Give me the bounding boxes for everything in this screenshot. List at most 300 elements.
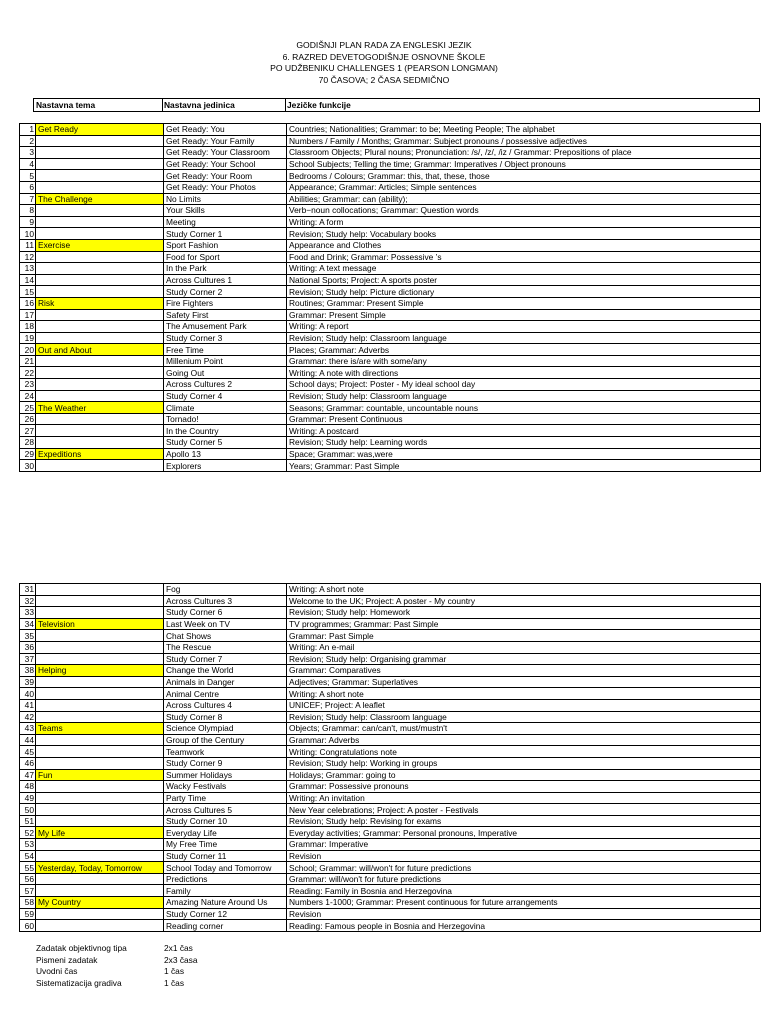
unit-cell: My Free Time (164, 839, 287, 851)
lesson-number-cell: 51 (20, 815, 36, 827)
unit-cell: Study Corner 6 (164, 607, 287, 619)
unit-cell: Summer Holidays (164, 769, 287, 781)
lesson-number-cell: 25 (20, 402, 36, 414)
functions-cell: Writing: A report (287, 321, 761, 333)
topic-cell (36, 815, 164, 827)
lesson-number-cell: 7 (20, 193, 36, 205)
functions-cell: UNICEF; Project: A leaflet (287, 699, 761, 711)
functions-cell: Adjectives; Grammar: Superlatives (287, 676, 761, 688)
topic-cell (36, 413, 164, 425)
functions-cell: Grammar: Present Continuous (287, 413, 761, 425)
lesson-number-cell: 43 (20, 723, 36, 735)
functions-cell: Writing: A short note (287, 688, 761, 700)
unit-cell: Climate (164, 402, 287, 414)
topic-cell (36, 630, 164, 642)
lesson-number-cell: 22 (20, 367, 36, 379)
functions-cell: Revision; Study help: Classroom language (287, 332, 761, 344)
lesson-number-cell: 38 (20, 665, 36, 677)
table-row (20, 792, 761, 804)
table-row (20, 135, 761, 147)
footer-value: 1 čas (164, 966, 185, 976)
table-row (20, 390, 761, 402)
topic-cell (36, 676, 164, 688)
lesson-number-cell: 11 (20, 239, 36, 251)
lesson-number-cell: 3 (20, 147, 36, 159)
topic-cell (36, 757, 164, 769)
table-row (20, 688, 761, 700)
topic-cell (36, 653, 164, 665)
functions-cell: Numbers / Family / Months; Grammar: Subject pronouns / possessive adjectives (287, 135, 761, 147)
table-row (20, 425, 761, 437)
functions-cell: Space; Grammar: was,were (287, 448, 761, 460)
table-row (20, 897, 761, 909)
table-row (20, 355, 761, 367)
topic-cell: Yesterday, Today, Tomorrow (36, 862, 164, 874)
functions-cell: Objects; Grammar: can/can't, must/mustn't (287, 723, 761, 735)
topic-cell (36, 205, 164, 217)
footer-row (36, 943, 198, 955)
topic-cell (36, 332, 164, 344)
table-row (20, 699, 761, 711)
functions-cell: Grammar: Present Simple (287, 309, 761, 321)
functions-cell: Grammar: Adverbs (287, 734, 761, 746)
unit-cell: Everyday Life (164, 827, 287, 839)
unit-cell: Explorers (164, 460, 287, 472)
lesson-number-cell: 27 (20, 425, 36, 437)
lesson-number-cell: 12 (20, 251, 36, 263)
unit-cell: Get Ready: Your Room (164, 170, 287, 182)
topic-cell: My Country (36, 897, 164, 909)
lesson-number-cell: 26 (20, 413, 36, 425)
lesson-number-cell: 1 (20, 124, 36, 136)
unit-cell: Study Corner 1 (164, 228, 287, 240)
functions-cell: Revision (287, 850, 761, 862)
table-row (20, 263, 761, 275)
unit-cell: Get Ready: Your Classroom (164, 147, 287, 159)
table-row (20, 332, 761, 344)
lesson-number-cell: 30 (20, 460, 36, 472)
topic-cell (36, 367, 164, 379)
table-row (20, 286, 761, 298)
unit-cell: In the Country (164, 425, 287, 437)
functions-cell: Revision; Study help: Learning words (287, 437, 761, 449)
functions-cell: Food and Drink; Grammar: Possessive ’s (287, 251, 761, 263)
table-row (20, 630, 761, 642)
lesson-number-cell: 42 (20, 711, 36, 723)
table-row (20, 448, 761, 460)
topic-cell (36, 746, 164, 758)
table-row (20, 158, 761, 170)
topic-cell (36, 839, 164, 851)
functions-cell: Writing: A note with directions (287, 367, 761, 379)
table-row (20, 850, 761, 862)
unit-cell: Animals in Danger (164, 676, 287, 688)
topic-cell (36, 135, 164, 147)
topic-cell: Fun (36, 769, 164, 781)
functions-cell: Revision; Study help: Revising for exams (287, 815, 761, 827)
table-row (20, 147, 761, 159)
unit-cell: Science Olympiad (164, 723, 287, 735)
functions-cell: Welcome to the UK; Project: A poster - My country (287, 595, 761, 607)
unit-cell: Fog (164, 584, 287, 596)
table-row (20, 297, 761, 309)
table-row (20, 862, 761, 874)
lesson-number-cell: 41 (20, 699, 36, 711)
functions-cell: Appearance and Clothes (287, 239, 761, 251)
table-row (20, 216, 761, 228)
topic-cell (36, 792, 164, 804)
topic-cell (36, 607, 164, 619)
functions-cell: Grammar: there is/are with some/any (287, 355, 761, 367)
lesson-number-cell: 31 (20, 584, 36, 596)
table-row (20, 839, 761, 851)
footer-value: 1 čas (164, 977, 185, 988)
unit-cell: Going Out (164, 367, 287, 379)
lesson-number-cell: 9 (20, 216, 36, 228)
table-row (20, 781, 761, 793)
functions-cell: Revision; Study help: Vocabulary books (287, 228, 761, 240)
table-row (20, 815, 761, 827)
unit-cell: Fire Fighters (164, 297, 287, 309)
unit-cell: Group of the Century (164, 734, 287, 746)
lesson-number-cell: 20 (20, 344, 36, 356)
functions-cell: Verb−noun collocations; Grammar: Question words (287, 205, 761, 217)
topic-cell: Expeditions (36, 448, 164, 460)
unit-cell: Get Ready: Your Photos (164, 181, 287, 193)
functions-cell: New Year celebrations; Project: A poster - Festivals (287, 804, 761, 816)
unit-cell: Meeting (164, 216, 287, 228)
table-row (20, 665, 761, 677)
footer-row (36, 955, 198, 967)
topic-cell: Exercise (36, 239, 164, 251)
table-row (20, 344, 761, 356)
table-row (20, 746, 761, 758)
topic-cell (36, 355, 164, 367)
lesson-number-cell: 48 (20, 781, 36, 793)
functions-cell: Grammar: Imperative (287, 839, 761, 851)
topic-cell: The Weather (36, 402, 164, 414)
footer-label: Zadatak objektivnog tipa (36, 943, 127, 953)
functions-cell: Years; Grammar: Past Simple (287, 460, 761, 472)
topic-cell (36, 437, 164, 449)
footer-value: 2x3 časa (164, 954, 198, 965)
functions-cell: National Sports; Project: A sports poster (287, 274, 761, 286)
topic-cell (36, 699, 164, 711)
table-row (20, 827, 761, 839)
unit-cell: School Today and Tomorrow (164, 862, 287, 874)
topic-cell: Risk (36, 297, 164, 309)
unit-cell: Across Cultures 1 (164, 274, 287, 286)
table-row (20, 607, 761, 619)
lesson-number-cell: 40 (20, 688, 36, 700)
topic-cell (36, 274, 164, 286)
functions-cell: Writing: Congratulations note (287, 746, 761, 758)
lesson-number-cell: 35 (20, 630, 36, 642)
topic-cell (36, 734, 164, 746)
footer-value: 2x1 čas (164, 943, 193, 953)
topic-cell (36, 850, 164, 862)
functions-cell: School days; Project: Poster - My ideal school day (287, 379, 761, 391)
footer-notes (36, 943, 198, 989)
table-row (20, 711, 761, 723)
functions-cell: Writing: A form (287, 216, 761, 228)
lesson-number-cell: 24 (20, 390, 36, 402)
title-line: PO UDŽBENIKU CHALLENGES 1 (PEARSON LONGMAN) (270, 63, 498, 73)
unit-cell: Reading corner (164, 920, 287, 932)
functions-cell: School Subjects; Telling the time; Grammar: Imperatives / Object pronouns (287, 158, 761, 170)
lesson-number-cell: 45 (20, 746, 36, 758)
table-row (20, 804, 761, 816)
table-row (20, 723, 761, 735)
plan-table-second (19, 583, 761, 932)
functions-cell: Holidays; Grammar: going to (287, 769, 761, 781)
lesson-number-cell: 52 (20, 827, 36, 839)
table-row (20, 460, 761, 472)
table-row (20, 873, 761, 885)
lesson-number-cell: 17 (20, 309, 36, 321)
table-row (20, 170, 761, 182)
unit-cell: Predictions (164, 873, 287, 885)
lesson-number-cell: 54 (20, 850, 36, 862)
topic-cell (36, 321, 164, 333)
table-row (20, 205, 761, 217)
document-title (0, 40, 768, 86)
table-row (20, 641, 761, 653)
table-row (20, 367, 761, 379)
functions-cell: Writing: An e-mail (287, 641, 761, 653)
unit-cell: Across Cultures 4 (164, 699, 287, 711)
title-line: GODIŠNJI PLAN RADA ZA ENGLESKI JEZIK (296, 40, 472, 50)
unit-cell: Study Corner 4 (164, 390, 287, 402)
lesson-number-cell: 14 (20, 274, 36, 286)
unit-cell: No Limits (164, 193, 287, 205)
lesson-number-cell: 39 (20, 676, 36, 688)
topic-cell (36, 286, 164, 298)
lesson-number-cell: 2 (20, 135, 36, 147)
functions-cell: Reading: Family in Bosnia and Herzegovina (287, 885, 761, 897)
lesson-number-cell: 56 (20, 873, 36, 885)
title-line: 70 ČASOVA; 2 ČASA SEDMIČNO (318, 74, 450, 85)
table-row (20, 885, 761, 897)
unit-cell: Across Cultures 2 (164, 379, 287, 391)
lesson-number-cell: 57 (20, 885, 36, 897)
topic-cell (36, 711, 164, 723)
unit-cell: Get Ready: Your School (164, 158, 287, 170)
functions-cell: Routines; Grammar: Present Simple (287, 297, 761, 309)
unit-cell: Change the World (164, 665, 287, 677)
lesson-number-cell: 59 (20, 908, 36, 920)
unit-cell: Animal Centre (164, 688, 287, 700)
footer-label: Sistematizacija gradiva (36, 977, 122, 988)
functions-cell: Grammar: Comparatives (287, 665, 761, 677)
topic-cell (36, 460, 164, 472)
functions-cell: Revision; Study help: Picture dictionary (287, 286, 761, 298)
functions-cell: Revision; Study help: Classroom language (287, 711, 761, 723)
topic-cell (36, 920, 164, 932)
unit-cell: Study Corner 12 (164, 908, 287, 920)
unit-cell: Your Skills (164, 205, 287, 217)
table-row (20, 228, 761, 240)
topic-cell (36, 425, 164, 437)
lesson-number-cell: 10 (20, 228, 36, 240)
unit-cell: Tornado! (164, 413, 287, 425)
unit-cell: Study Corner 7 (164, 653, 287, 665)
lesson-number-cell: 16 (20, 297, 36, 309)
header-funkcije: Jezičke funkcije (287, 100, 351, 110)
lesson-number-cell: 44 (20, 734, 36, 746)
unit-cell: Study Corner 5 (164, 437, 287, 449)
topic-cell: Out and About (36, 344, 164, 356)
lesson-number-cell: 5 (20, 170, 36, 182)
functions-cell: Countries; Nationalities; Grammar: to be; Meeting People; The alphabet (287, 124, 761, 136)
topic-cell: My Life (36, 827, 164, 839)
table-row (20, 618, 761, 630)
unit-cell: Chat Shows (164, 630, 287, 642)
functions-cell: Writing: A text message (287, 263, 761, 275)
header-divider (285, 99, 286, 111)
lesson-number-cell: 46 (20, 757, 36, 769)
table-row (20, 309, 761, 321)
functions-cell: Places; Grammar: Adverbs (287, 344, 761, 356)
table-row (20, 734, 761, 746)
functions-cell: Revision; Study help: Working in groups (287, 757, 761, 769)
table-row (20, 274, 761, 286)
lesson-number-cell: 6 (20, 181, 36, 193)
unit-cell: Across Cultures 3 (164, 595, 287, 607)
table-row (20, 595, 761, 607)
topic-cell (36, 251, 164, 263)
unit-cell: Party Time (164, 792, 287, 804)
table-row (20, 437, 761, 449)
table-row (20, 321, 761, 333)
table-header (33, 98, 760, 112)
lesson-number-cell: 32 (20, 595, 36, 607)
topic-cell: Teams (36, 723, 164, 735)
topic-cell (36, 873, 164, 885)
topic-cell: Helping (36, 665, 164, 677)
unit-cell: Study Corner 3 (164, 332, 287, 344)
lesson-number-cell: 13 (20, 263, 36, 275)
lesson-number-cell: 60 (20, 920, 36, 932)
topic-cell (36, 181, 164, 193)
topic-cell (36, 584, 164, 596)
lesson-number-cell: 23 (20, 379, 36, 391)
unit-cell: Safety First (164, 309, 287, 321)
lesson-number-cell: 21 (20, 355, 36, 367)
lesson-number-cell: 50 (20, 804, 36, 816)
lesson-number-cell: 19 (20, 332, 36, 344)
unit-cell: Free Time (164, 344, 287, 356)
table-row (20, 402, 761, 414)
footer-row (36, 978, 198, 990)
functions-cell: Grammar: Past Simple (287, 630, 761, 642)
unit-cell: Last Week on TV (164, 618, 287, 630)
topic-cell (36, 390, 164, 402)
topic-cell (36, 228, 164, 240)
unit-cell: Millenium Point (164, 355, 287, 367)
topic-cell (36, 309, 164, 321)
unit-cell: Apollo 13 (164, 448, 287, 460)
unit-cell: The Rescue (164, 641, 287, 653)
topic-cell (36, 263, 164, 275)
table-row (20, 584, 761, 596)
functions-cell: Revision; Study help: Organising grammar (287, 653, 761, 665)
topic-cell (36, 216, 164, 228)
lesson-number-cell: 49 (20, 792, 36, 804)
lesson-number-cell: 55 (20, 862, 36, 874)
footer-row (36, 966, 198, 978)
footer-label: Pismeni zadatak (36, 954, 98, 965)
unit-cell: The Amusement Park (164, 321, 287, 333)
functions-cell: Classroom Objects; Plural nouns; Pronunciation: /s/, /z/, /iz / Grammar: Prepositions of place (287, 147, 761, 159)
lesson-number-cell: 18 (20, 321, 36, 333)
lesson-number-cell: 37 (20, 653, 36, 665)
unit-cell: Across Cultures 5 (164, 804, 287, 816)
table-row (20, 239, 761, 251)
table-row (20, 908, 761, 920)
functions-cell: Abilities; Grammar: can (ability); (287, 193, 761, 205)
lesson-number-cell: 28 (20, 437, 36, 449)
lesson-number-cell: 15 (20, 286, 36, 298)
functions-cell: Numbers 1-1000; Grammar: Present continuous for future arrangements (287, 897, 761, 909)
table-row (20, 653, 761, 665)
functions-cell: Everyday activities; Grammar: Personal pronouns, Imperative (287, 827, 761, 839)
unit-cell: Teamwork (164, 746, 287, 758)
unit-cell: Study Corner 2 (164, 286, 287, 298)
table-row (20, 676, 761, 688)
table-row (20, 124, 761, 136)
topic-cell (36, 641, 164, 653)
header-jedinica: Nastavna jedinica (164, 100, 235, 110)
lesson-number-cell: 53 (20, 839, 36, 851)
topic-cell (36, 908, 164, 920)
footer-label: Uvodni čas (36, 966, 78, 976)
topic-cell (36, 688, 164, 700)
topic-cell: Television (36, 618, 164, 630)
lesson-number-cell: 8 (20, 205, 36, 217)
functions-cell: Appearance; Grammar: Articles; Simple sentences (287, 181, 761, 193)
topic-cell (36, 170, 164, 182)
functions-cell: Bedrooms / Colours; Grammar: this, that, these, those (287, 170, 761, 182)
topic-cell (36, 595, 164, 607)
unit-cell: Food for Sport (164, 251, 287, 263)
lesson-number-cell: 4 (20, 158, 36, 170)
header-tema: Nastavna tema (36, 100, 96, 110)
table-row (20, 920, 761, 932)
table-row (20, 379, 761, 391)
unit-cell: Get Ready: You (164, 124, 287, 136)
lesson-number-cell: 34 (20, 618, 36, 630)
unit-cell: In the Park (164, 263, 287, 275)
topic-cell (36, 379, 164, 391)
lesson-number-cell: 47 (20, 769, 36, 781)
functions-cell: Grammar: Possessive pronouns (287, 781, 761, 793)
functions-cell: School; Grammar: will/won't for future predictions (287, 862, 761, 874)
functions-cell: Revision (287, 908, 761, 920)
unit-cell: Amazing Nature Around Us (164, 897, 287, 909)
functions-cell: Writing: A short note (287, 584, 761, 596)
topic-cell (36, 147, 164, 159)
topic-cell (36, 885, 164, 897)
title-line: 6. RAZRED DEVETOGODIŠNJE OSNOVNE ŠKOLE (282, 51, 486, 62)
table-row (20, 413, 761, 425)
header-divider (162, 99, 163, 111)
functions-cell: Grammar: will/won't for future predictions (287, 873, 761, 885)
functions-cell: Writing: An invitation (287, 792, 761, 804)
lesson-number-cell: 58 (20, 897, 36, 909)
unit-cell: Wacky Festivals (164, 781, 287, 793)
lesson-number-cell: 33 (20, 607, 36, 619)
